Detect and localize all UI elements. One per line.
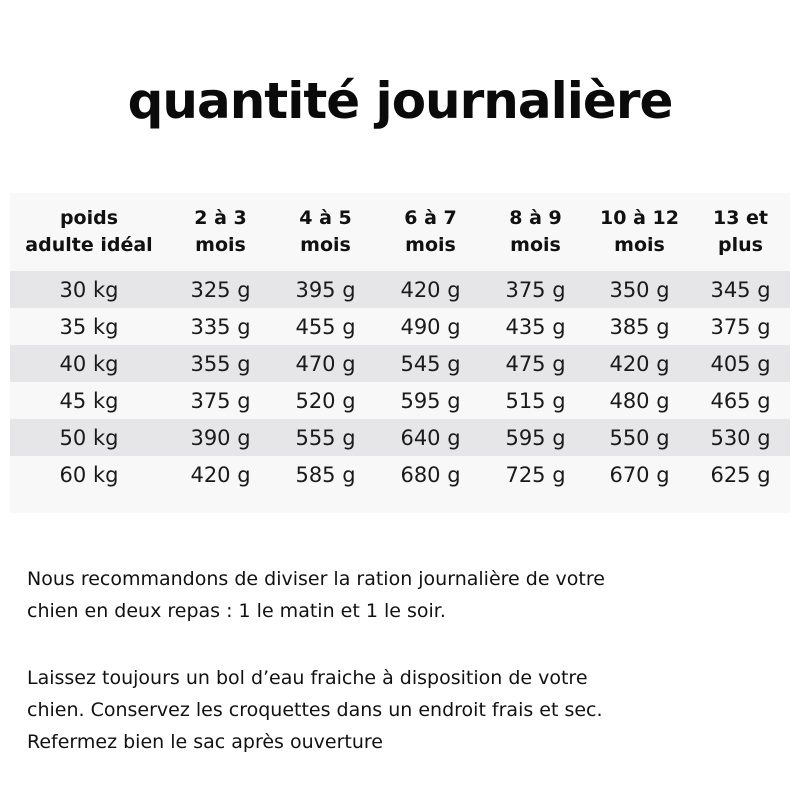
table-cell: 350 g xyxy=(609,277,670,302)
table-cell: 35 kg xyxy=(59,314,119,339)
table-cell: 335 g xyxy=(190,314,251,339)
table-cell: 625 g xyxy=(710,462,771,487)
table-cell: 640 g xyxy=(400,425,461,450)
table-cell: 375 g xyxy=(505,277,566,302)
table-cell: 520 g xyxy=(295,388,356,413)
table-cell: 50 kg xyxy=(59,425,119,450)
table-cell: 480 g xyxy=(609,388,670,413)
storage-advice-paragraph: Laissez toujours un bol d’eau fraiche à disposition de votre chien. Conservez les croquettes dans un endroit frais et sec. Refermez bien le sac après ouverture xyxy=(27,667,603,753)
header-cell-2-3-months: 2 à 3 mois xyxy=(194,207,247,256)
table-cell: 375 g xyxy=(190,388,251,413)
table-cell: 420 g xyxy=(609,351,670,376)
table-cell: 30 kg xyxy=(59,277,119,302)
table-cell: 455 g xyxy=(295,314,356,339)
table-cell: 60 kg xyxy=(59,462,119,487)
table-footer-spacer xyxy=(10,493,790,513)
table-cell: 725 g xyxy=(505,462,566,487)
header-cell-6-7-months: 6 à 7 mois xyxy=(404,207,457,256)
table-cell: 420 g xyxy=(400,277,461,302)
table-row xyxy=(10,308,790,345)
table-cell: 550 g xyxy=(609,425,670,450)
table-cell: 40 kg xyxy=(59,351,119,376)
table-row xyxy=(10,382,790,419)
table-row xyxy=(10,419,790,456)
header-cell-13-plus: 13 et plus xyxy=(712,207,769,256)
table-cell: 405 g xyxy=(710,351,771,376)
table-cell: 390 g xyxy=(190,425,251,450)
table-cell: 530 g xyxy=(710,425,771,450)
header-cell-4-5-months: 4 à 5 mois xyxy=(299,207,352,256)
feeding-table xyxy=(10,193,790,513)
table-cell: 395 g xyxy=(295,277,356,302)
table-cell: 475 g xyxy=(505,351,566,376)
table-cell: 515 g xyxy=(505,388,566,413)
table-header xyxy=(10,193,790,271)
header-cell-10-12-months: 10 à 12 mois xyxy=(600,207,679,256)
table-cell: 420 g xyxy=(190,462,251,487)
table-cell: 670 g xyxy=(609,462,670,487)
header-cell-8-9-months: 8 à 9 mois xyxy=(509,207,562,256)
table-cell: 45 kg xyxy=(59,388,119,413)
table-cell: 325 g xyxy=(190,277,251,302)
table-cell: 375 g xyxy=(710,314,771,339)
table-cell: 595 g xyxy=(400,388,461,413)
table-cell: 470 g xyxy=(295,351,356,376)
table-cell: 345 g xyxy=(710,277,771,302)
table-cell: 385 g xyxy=(609,314,670,339)
table-row xyxy=(10,345,790,382)
table-cell: 545 g xyxy=(400,351,461,376)
table-cell: 490 g xyxy=(400,314,461,339)
table-row xyxy=(10,271,790,308)
table-cell: 435 g xyxy=(505,314,566,339)
header-cell-weight: poids adulte idéal xyxy=(25,207,153,256)
table-cell: 585 g xyxy=(295,462,356,487)
table-cell: 465 g xyxy=(710,388,771,413)
table-cell: 555 g xyxy=(295,425,356,450)
table-row xyxy=(10,456,790,493)
table-cell: 595 g xyxy=(505,425,566,450)
page-title: quantité journalière xyxy=(127,72,673,130)
recommendation-paragraph: Nous recommandons de diviser la ration journalière de votre chien en deux repas : 1 le matin et 1 le soir. xyxy=(27,568,605,622)
table-cell: 355 g xyxy=(190,351,251,376)
table-cell: 680 g xyxy=(400,462,461,487)
